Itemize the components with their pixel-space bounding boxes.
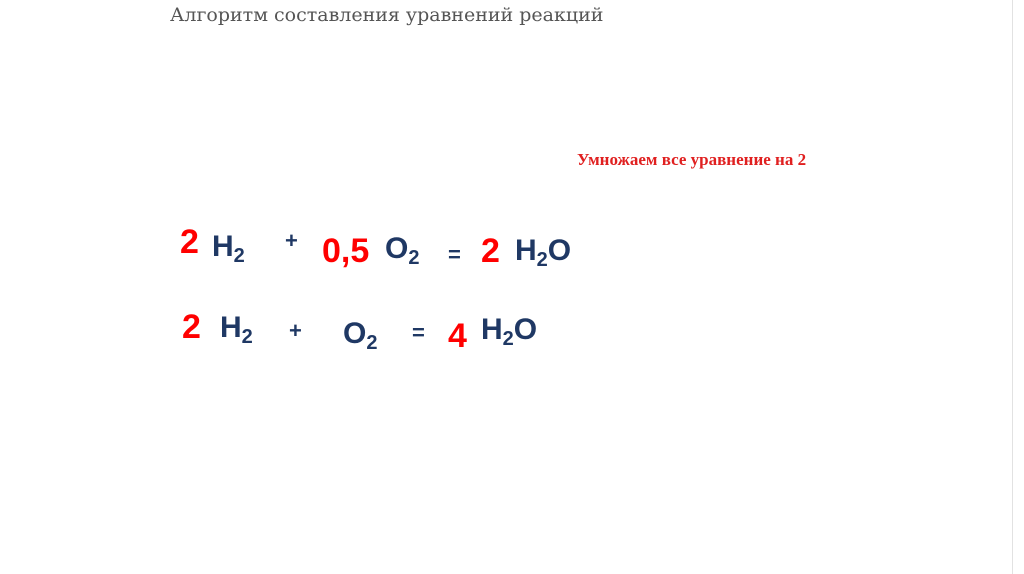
coefficient-h2: 2 bbox=[180, 223, 199, 261]
formula-h2o bbox=[515, 234, 572, 271]
equals-sign: = bbox=[412, 320, 425, 345]
subscript: 2 bbox=[366, 332, 378, 354]
subscript: 2 bbox=[233, 245, 245, 267]
slide-title: Алгоритм составления уравнений реакций bbox=[170, 4, 604, 26]
plus-sign: + bbox=[289, 318, 302, 343]
symbol-o: O bbox=[343, 317, 367, 350]
symbol-o: O bbox=[385, 232, 409, 265]
subscript: 2 bbox=[241, 326, 253, 348]
symbol-h: H bbox=[515, 234, 537, 267]
symbol-h: H bbox=[220, 311, 242, 344]
plus-sign: + bbox=[285, 228, 298, 253]
symbol-o: O bbox=[547, 234, 572, 267]
formula-o2 bbox=[343, 317, 378, 354]
slide-edge-divider bbox=[1012, 0, 1013, 574]
formula-h2 bbox=[220, 311, 253, 348]
formula-h2 bbox=[212, 230, 245, 267]
formula-o2 bbox=[385, 232, 420, 269]
symbol-h: H bbox=[212, 230, 234, 263]
coefficient-o2: 0,5 bbox=[322, 232, 370, 270]
subscript: 2 bbox=[536, 249, 548, 271]
coefficient-h2: 2 bbox=[182, 308, 201, 346]
subscript: 2 bbox=[408, 247, 420, 269]
equals-sign: = bbox=[448, 242, 461, 267]
coefficient-h2o: 4 bbox=[448, 317, 467, 355]
coefficient-h2o: 2 bbox=[481, 232, 500, 270]
formula-h2o bbox=[481, 313, 538, 350]
symbol-o: O bbox=[513, 313, 538, 346]
instruction-note: Умножаем все уравнение на 2 bbox=[577, 150, 807, 169]
subscript: 2 bbox=[502, 328, 514, 350]
symbol-h: H bbox=[481, 313, 503, 346]
